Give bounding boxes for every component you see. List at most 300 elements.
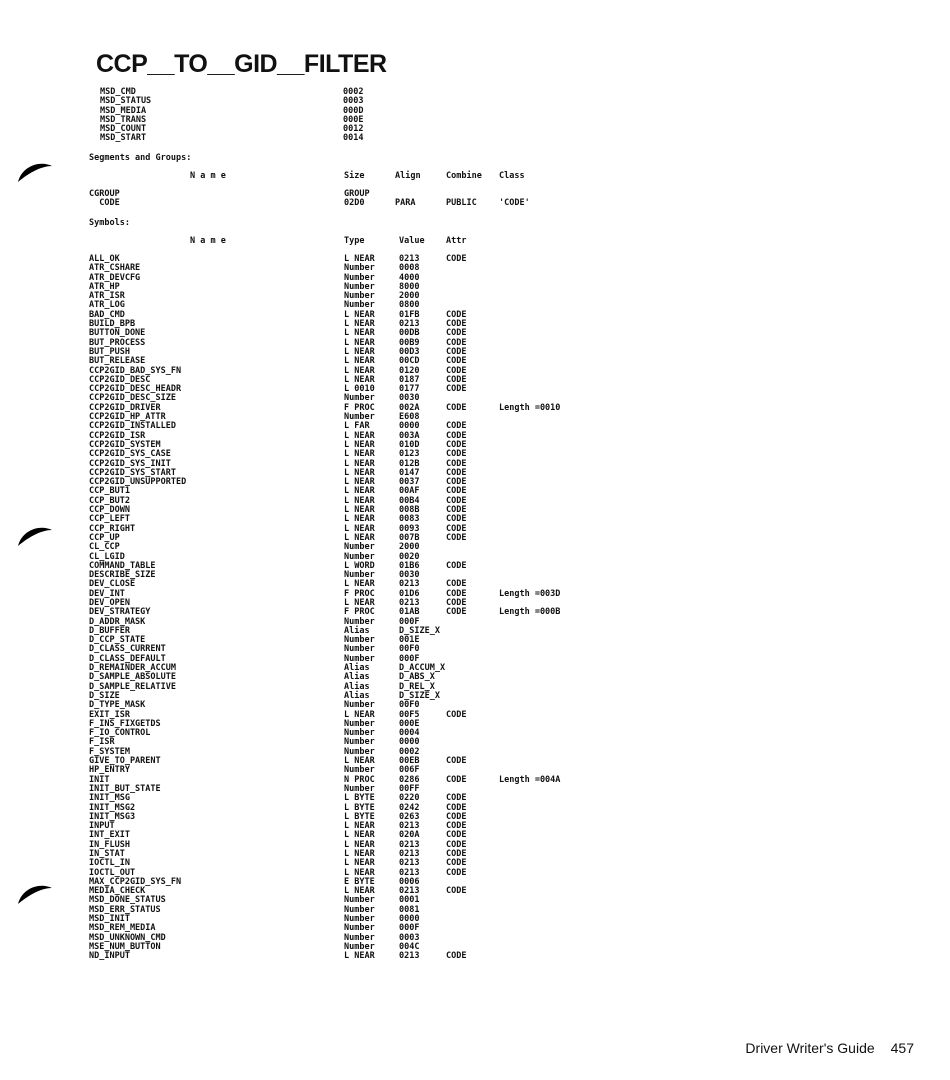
symbol-type: Number bbox=[344, 737, 375, 748]
symbol-type: Number bbox=[344, 932, 375, 943]
symbol-attr: CODE bbox=[446, 384, 467, 395]
symbol-value: 0286 bbox=[399, 774, 420, 785]
segments-header bbox=[89, 172, 569, 182]
symbol-attr: CODE bbox=[446, 830, 467, 841]
symbol-name: ATR_CSHARE bbox=[89, 263, 141, 274]
symbol-value: 00FF bbox=[399, 783, 420, 794]
symbol-type: Alias bbox=[344, 625, 370, 636]
symbol-value: 0004 bbox=[399, 728, 420, 739]
symbol-value: 0213 bbox=[399, 254, 420, 264]
symbol-value: 0242 bbox=[399, 802, 420, 813]
symbol-value: D_REL_X bbox=[399, 681, 435, 692]
symbol-name: D_REMAINDER_ACCUM bbox=[89, 663, 176, 674]
symbol-value: 00AF bbox=[399, 486, 420, 497]
symbol-value: 00B4 bbox=[399, 495, 420, 506]
symbol-name: BUT_PROCESS bbox=[89, 337, 146, 348]
constant-value: 0003 bbox=[343, 96, 364, 107]
symbol-value: 007B bbox=[399, 532, 420, 543]
symbol-value: 0006 bbox=[399, 876, 420, 887]
symbol-value: 020A bbox=[399, 830, 420, 841]
symbol-value: 012B bbox=[399, 458, 420, 469]
symbol-value: 0083 bbox=[399, 514, 420, 525]
symbol-value: 0008 bbox=[399, 263, 420, 274]
symbol-value: 00F0 bbox=[399, 700, 420, 711]
symbol-value: 000F bbox=[399, 653, 420, 664]
symbol-attr: CODE bbox=[446, 821, 467, 832]
symbol-type: F PROC bbox=[344, 402, 375, 413]
symbol-attr: CODE bbox=[446, 505, 467, 516]
symbol-name: DEV_INT bbox=[89, 588, 125, 599]
symbol-name: CCP2GID_INSTALLED bbox=[89, 421, 176, 432]
symbol-value: 2000 bbox=[399, 291, 420, 302]
symbol-attr: CODE bbox=[446, 709, 467, 720]
symbol-name: D_CLASS_DEFAULT bbox=[89, 653, 166, 664]
symbol-name: BAD_CMD bbox=[89, 309, 125, 320]
symbol-attr: CODE bbox=[446, 532, 467, 543]
symbol-type: L NEAR bbox=[344, 309, 375, 320]
symbol-name: INIT_MSG2 bbox=[89, 802, 136, 813]
segment-align: PARA bbox=[395, 198, 416, 209]
symbol-type: Number bbox=[344, 941, 375, 952]
symbol-type: L WORD bbox=[344, 560, 375, 571]
symbol-attr: CODE bbox=[446, 514, 467, 525]
symbol-type: Number bbox=[344, 700, 375, 711]
symbol-type: L NEAR bbox=[344, 458, 375, 469]
symbol-name: INT_EXIT bbox=[89, 830, 130, 841]
symbol-type: L NEAR bbox=[344, 830, 375, 841]
symbol-type: L NEAR bbox=[344, 356, 375, 367]
symbol-type: L FAR bbox=[344, 421, 370, 432]
symbols-header-name: N a m e bbox=[190, 236, 226, 246]
symbol-type: L NEAR bbox=[344, 839, 375, 850]
symbol-name: BUILD_BPB bbox=[89, 319, 136, 330]
symbol-name: CCP_BUT2 bbox=[89, 495, 130, 506]
binder-mark-top bbox=[16, 160, 54, 184]
symbol-type: Number bbox=[344, 728, 375, 739]
symbol-name: INIT_MSG3 bbox=[89, 811, 136, 822]
symbol-name: CCP2GID_SYS_INIT bbox=[89, 458, 171, 469]
symbol-value: 0213 bbox=[399, 839, 420, 850]
symbol-attr: CODE bbox=[446, 951, 467, 962]
symbol-attr: CODE bbox=[446, 858, 467, 869]
symbol-attr: CODE bbox=[446, 430, 467, 441]
symbol-value: 000F bbox=[399, 616, 420, 627]
symbol-value: 006F bbox=[399, 765, 420, 776]
symbol-value: 0120 bbox=[399, 365, 420, 376]
symbol-value: 0037 bbox=[399, 477, 420, 488]
symbol-attr: CODE bbox=[446, 849, 467, 859]
symbol-type: Number bbox=[344, 263, 375, 274]
symbol-name: CCP_RIGHT bbox=[89, 523, 136, 534]
constant-name: MSD_COUNT bbox=[100, 124, 147, 135]
symbol-name: IOCTL_IN bbox=[89, 858, 130, 869]
symbol-type: L NEAR bbox=[344, 254, 375, 264]
symbol-value: 004C bbox=[399, 941, 420, 952]
symbol-type: L NEAR bbox=[344, 439, 375, 450]
symbol-attr: CODE bbox=[446, 254, 467, 264]
symbol-type: L NEAR bbox=[344, 597, 375, 608]
symbol-attr: CODE bbox=[446, 523, 467, 534]
symbols-header-type: Type bbox=[344, 236, 365, 246]
symbol-name: D_CLASS_CURRENT bbox=[89, 644, 166, 655]
symbol-name: CCP2GID_DESC_HEADR bbox=[89, 384, 182, 395]
symbol-value: 0213 bbox=[399, 858, 420, 869]
symbol-attr: CODE bbox=[446, 356, 467, 367]
binder-mark-bottom bbox=[16, 882, 54, 906]
symbol-value: D_ACCUM_X bbox=[399, 663, 446, 674]
symbols-label: Symbols: bbox=[89, 218, 130, 228]
symbol-value: 002A bbox=[399, 402, 420, 413]
constant-value: 000E bbox=[343, 114, 364, 125]
symbol-attr: CODE bbox=[446, 346, 467, 357]
symbol-value: 00F5 bbox=[399, 709, 420, 720]
symbol-name: CCP_BUT1 bbox=[89, 486, 130, 497]
symbol-attr: CODE bbox=[446, 365, 467, 376]
symbol-extra: Length =004A bbox=[499, 774, 561, 785]
symbol-name: D_ADDR_MASK bbox=[89, 616, 146, 627]
segment-class: 'CODE' bbox=[499, 198, 530, 209]
symbol-type: L NEAR bbox=[344, 532, 375, 543]
symbol-type: Number bbox=[344, 272, 375, 283]
segments-label: Segments and Groups: bbox=[89, 153, 192, 163]
symbol-type: E BYTE bbox=[344, 876, 375, 887]
constant-value: 0002 bbox=[343, 87, 364, 97]
symbol-value: 0002 bbox=[399, 746, 420, 757]
symbols-table bbox=[89, 255, 609, 962]
symbol-type: L BYTE bbox=[344, 802, 375, 813]
symbols-header-attr: Attr bbox=[446, 236, 467, 246]
symbol-name: CCP2GID_DRIVER bbox=[89, 402, 161, 413]
symbol-attr: CODE bbox=[446, 886, 467, 897]
symbol-attr: CODE bbox=[446, 588, 467, 599]
symbol-name: CCP_UP bbox=[89, 532, 120, 543]
symbol-name: MSE_NUM_BUTTON bbox=[89, 941, 161, 952]
symbol-value: 01AB bbox=[399, 607, 420, 618]
symbol-attr: CODE bbox=[446, 421, 467, 432]
symbol-type: L NEAR bbox=[344, 709, 375, 720]
msd-constant-row bbox=[100, 134, 400, 143]
symbol-attr: CODE bbox=[446, 337, 467, 348]
symbol-name: F_IO_CONTROL bbox=[89, 728, 151, 739]
symbol-type: Number bbox=[344, 281, 375, 292]
symbol-value: 0213 bbox=[399, 886, 420, 897]
symbol-name: BUT_RELEASE bbox=[89, 356, 146, 367]
symbol-value: 000F bbox=[399, 923, 420, 934]
symbol-type: Number bbox=[344, 644, 375, 655]
symbol-type: L 0010 bbox=[344, 384, 375, 395]
symbol-name: CL_CCP bbox=[89, 542, 120, 553]
symbol-value: 0177 bbox=[399, 384, 420, 395]
symbol-attr: CODE bbox=[446, 560, 467, 571]
symbol-value: 008B bbox=[399, 505, 420, 516]
segments-header-size: Size bbox=[344, 171, 365, 181]
symbol-name: CL_LGID bbox=[89, 551, 125, 562]
symbol-name: GIVE_TO_PARENT bbox=[89, 756, 161, 767]
symbol-name: HP_ENTRY bbox=[89, 765, 130, 776]
symbol-attr: CODE bbox=[446, 402, 467, 413]
symbol-type: Number bbox=[344, 291, 375, 302]
symbol-value: 0213 bbox=[399, 849, 420, 859]
symbol-type: L NEAR bbox=[344, 337, 375, 348]
symbol-type: Alias bbox=[344, 663, 370, 674]
symbol-type: L NEAR bbox=[344, 467, 375, 478]
symbol-name: ND_INPUT bbox=[89, 951, 130, 962]
symbol-value: 0263 bbox=[399, 811, 420, 822]
symbol-value: 2000 bbox=[399, 542, 420, 553]
symbol-type: L NEAR bbox=[344, 858, 375, 869]
symbol-name: D_CCP_STATE bbox=[89, 635, 146, 646]
symbol-value: 0093 bbox=[399, 523, 420, 534]
symbol-value: 0147 bbox=[399, 467, 420, 478]
symbols-header bbox=[89, 237, 569, 247]
page-number: 457 bbox=[890, 1040, 914, 1056]
symbol-attr: CODE bbox=[446, 802, 467, 813]
symbol-type: L NEAR bbox=[344, 523, 375, 534]
symbol-value: 0213 bbox=[399, 319, 420, 330]
symbol-type: F PROC bbox=[344, 607, 375, 618]
symbol-value: 0220 bbox=[399, 793, 420, 804]
symbol-type: L NEAR bbox=[344, 495, 375, 506]
symbol-type: L NEAR bbox=[344, 756, 375, 767]
symbol-name: IOCTL_OUT bbox=[89, 867, 136, 878]
symbol-type: Number bbox=[344, 653, 375, 664]
symbol-name: MAX_CCP2GID_SYS_FN bbox=[89, 876, 182, 887]
symbol-attr: CODE bbox=[446, 449, 467, 460]
symbol-value: E608 bbox=[399, 412, 420, 423]
symbol-name: DEV_OPEN bbox=[89, 597, 130, 608]
constant-name: MSD_CMD bbox=[100, 87, 136, 97]
symbol-name: INIT_BUT_STATE bbox=[89, 783, 161, 794]
symbol-name: DESCRIBE_SIZE bbox=[89, 570, 156, 581]
segments-header-class: Class bbox=[499, 171, 525, 181]
segment-name: CODE bbox=[89, 198, 120, 209]
symbol-name: DEV_STRATEGY bbox=[89, 607, 151, 618]
symbol-name: CCP2GID_DESC_SIZE bbox=[89, 393, 176, 404]
symbol-attr: CODE bbox=[446, 839, 467, 850]
symbol-name: BUT_PUSH bbox=[89, 346, 130, 357]
symbol-name: F_INS_FIXGETDS bbox=[89, 718, 161, 729]
symbol-name: CCP2GID_BAD_SYS_FN bbox=[89, 365, 182, 376]
symbol-type: L NEAR bbox=[344, 514, 375, 525]
symbol-value: 0187 bbox=[399, 374, 420, 385]
symbol-name: CCP_DOWN bbox=[89, 505, 130, 516]
symbol-name: CCP2GID_UNSUPPORTED bbox=[89, 477, 187, 488]
symbol-name: EXIT_ISR bbox=[89, 709, 130, 720]
constant-value: 0012 bbox=[343, 124, 364, 135]
segment-size: 02D0 bbox=[344, 198, 365, 209]
symbol-value: 00CD bbox=[399, 356, 420, 367]
symbol-type: Alias bbox=[344, 672, 370, 683]
symbol-type: L NEAR bbox=[344, 374, 375, 385]
symbol-name: D_SAMPLE_ABSOLUTE bbox=[89, 672, 176, 683]
segment-row bbox=[89, 190, 569, 199]
segment-size: GROUP bbox=[344, 189, 370, 199]
symbol-value: 0123 bbox=[399, 449, 420, 460]
symbol-type: L NEAR bbox=[344, 867, 375, 878]
symbol-name: CCP2GID_SYSTEM bbox=[89, 439, 161, 450]
symbol-attr: CODE bbox=[446, 439, 467, 450]
symbol-type: N PROC bbox=[344, 774, 375, 785]
symbol-type: L NEAR bbox=[344, 346, 375, 357]
symbol-attr: CODE bbox=[446, 458, 467, 469]
symbol-name: MSD_ERR_STATUS bbox=[89, 904, 161, 915]
symbol-value: 01FB bbox=[399, 309, 420, 320]
symbol-type: L NEAR bbox=[344, 328, 375, 339]
symbol-attr: CODE bbox=[446, 309, 467, 320]
symbol-value: 0003 bbox=[399, 932, 420, 943]
symbol-row bbox=[89, 952, 609, 961]
symbol-type: Number bbox=[344, 551, 375, 562]
symbol-name: MSD_INIT bbox=[89, 914, 130, 925]
symbol-value: 0000 bbox=[399, 737, 420, 748]
symbol-name: D_TYPE_MASK bbox=[89, 700, 146, 711]
symbol-value: D_SIZE_X bbox=[399, 690, 440, 701]
symbol-name: CCP_LEFT bbox=[89, 514, 130, 525]
symbol-type: L NEAR bbox=[344, 449, 375, 460]
constant-name: MSD_TRANS bbox=[100, 114, 147, 125]
symbol-name: ATR_ISR bbox=[89, 291, 125, 302]
symbol-type: Number bbox=[344, 914, 375, 925]
msd-constants-list bbox=[100, 88, 400, 144]
symbol-value: 00D3 bbox=[399, 346, 420, 357]
symbol-name: CCP2GID_SYS_CASE bbox=[89, 449, 171, 460]
symbol-type: Alias bbox=[344, 690, 370, 701]
symbol-value: 00EB bbox=[399, 756, 420, 767]
symbol-type: L BYTE bbox=[344, 793, 375, 804]
symbol-value: 8000 bbox=[399, 281, 420, 292]
symbol-value: 00DB bbox=[399, 328, 420, 339]
symbol-name: INPUT bbox=[89, 821, 115, 832]
symbol-value: 0000 bbox=[399, 914, 420, 925]
symbol-name: INIT_MSG bbox=[89, 793, 130, 804]
symbol-type: L NEAR bbox=[344, 430, 375, 441]
symbol-type: Number bbox=[344, 904, 375, 915]
symbol-name: ALL_OK bbox=[89, 254, 120, 264]
symbol-type: Number bbox=[344, 923, 375, 934]
segments-header-combine: Combine bbox=[446, 171, 482, 181]
symbol-attr: CODE bbox=[446, 467, 467, 478]
constant-value: 0014 bbox=[343, 133, 364, 144]
symbol-attr: CODE bbox=[446, 811, 467, 822]
symbol-value: 0081 bbox=[399, 904, 420, 915]
symbol-attr: CODE bbox=[446, 607, 467, 618]
symbol-name: CCP2GID_SYS_START bbox=[89, 467, 176, 478]
symbol-name: IN_STAT bbox=[89, 849, 125, 859]
symbol-name: F_SYSTEM bbox=[89, 746, 130, 757]
symbol-name: MSD_UNKNOWN_CMD bbox=[89, 932, 166, 943]
segments-table bbox=[89, 190, 569, 209]
symbol-type: Number bbox=[344, 718, 375, 729]
segments-header-name: N a m e bbox=[190, 171, 226, 181]
symbol-type: Alias bbox=[344, 681, 370, 692]
symbol-value: 0030 bbox=[399, 393, 420, 404]
symbol-name: MEDIA_CHECK bbox=[89, 886, 146, 897]
constant-name: MSD_MEDIA bbox=[100, 105, 147, 116]
symbol-name: MSD_REM_MEDIA bbox=[89, 923, 156, 934]
symbol-name: F_ISR bbox=[89, 737, 115, 748]
symbol-name: CCP2GID_DESC bbox=[89, 374, 151, 385]
symbol-attr: CODE bbox=[446, 867, 467, 878]
symbol-type: Number bbox=[344, 542, 375, 553]
symbol-type: L NEAR bbox=[344, 821, 375, 832]
symbol-type: L NEAR bbox=[344, 505, 375, 516]
symbol-value: 0213 bbox=[399, 821, 420, 832]
symbol-value: 01B6 bbox=[399, 560, 420, 571]
symbol-value: 0020 bbox=[399, 551, 420, 562]
symbol-value: 0030 bbox=[399, 570, 420, 581]
symbol-value: 4000 bbox=[399, 272, 420, 283]
symbol-type: F PROC bbox=[344, 588, 375, 599]
symbol-name: INIT bbox=[89, 774, 110, 785]
segment-row bbox=[89, 199, 569, 208]
constant-value: 000D bbox=[343, 105, 364, 116]
symbol-type: Number bbox=[344, 783, 375, 794]
symbol-value: 000E bbox=[399, 718, 420, 729]
symbol-type: Number bbox=[344, 393, 375, 404]
symbol-name: D_SIZE bbox=[89, 690, 120, 701]
segments-header-align: Align bbox=[395, 171, 421, 181]
symbol-value: 001E bbox=[399, 635, 420, 646]
symbol-name: MSD_DONE_STATUS bbox=[89, 895, 166, 906]
symbol-name: ATR_HP bbox=[89, 281, 120, 292]
symbol-extra: Length =003D bbox=[499, 588, 561, 599]
symbol-value: 0001 bbox=[399, 895, 420, 906]
symbol-extra: Length =0010 bbox=[499, 402, 561, 413]
symbol-extra: Length =000B bbox=[499, 607, 561, 618]
symbol-type: L NEAR bbox=[344, 579, 375, 590]
symbol-attr: CODE bbox=[446, 477, 467, 488]
symbol-type: L NEAR bbox=[344, 365, 375, 376]
symbol-type: L NEAR bbox=[344, 477, 375, 488]
symbol-type: L NEAR bbox=[344, 319, 375, 330]
symbol-value: D_ABS_X bbox=[399, 672, 435, 683]
symbol-attr: CODE bbox=[446, 756, 467, 767]
symbol-name: BUTTON_DONE bbox=[89, 328, 146, 339]
symbol-attr: CODE bbox=[446, 495, 467, 506]
symbol-type: L NEAR bbox=[344, 886, 375, 897]
symbol-attr: CODE bbox=[446, 793, 467, 804]
symbol-name: ATR_DEVCFG bbox=[89, 272, 141, 283]
symbol-value: D_SIZE_X bbox=[399, 625, 440, 636]
binder-mark-middle bbox=[16, 524, 54, 548]
symbol-name: DEV_CLOSE bbox=[89, 579, 136, 590]
symbol-name: D_BUFFER bbox=[89, 625, 130, 636]
symbols-header-value: Value bbox=[399, 236, 425, 246]
symbol-value: 003A bbox=[399, 430, 420, 441]
symbol-attr: CODE bbox=[446, 774, 467, 785]
symbol-type: Number bbox=[344, 412, 375, 423]
symbol-type: L BYTE bbox=[344, 811, 375, 822]
symbol-value: 00F0 bbox=[399, 644, 420, 655]
symbol-value: 00B9 bbox=[399, 337, 420, 348]
symbol-type: L NEAR bbox=[344, 951, 375, 962]
symbol-value: 0213 bbox=[399, 597, 420, 608]
symbol-type: Number bbox=[344, 746, 375, 757]
symbol-type: L NEAR bbox=[344, 486, 375, 497]
symbol-value: 01D6 bbox=[399, 588, 420, 599]
symbol-type: Number bbox=[344, 765, 375, 776]
symbol-type: Number bbox=[344, 570, 375, 581]
symbol-value: 0213 bbox=[399, 867, 420, 878]
symbol-attr: CODE bbox=[446, 319, 467, 330]
constant-name: MSD_START bbox=[100, 133, 147, 144]
footer-book-title: Driver Writer's Guide bbox=[745, 1040, 875, 1056]
symbol-name: CCP2GID_HP_ATTR bbox=[89, 412, 166, 423]
symbol-name: COMMAND_TABLE bbox=[89, 560, 156, 571]
symbol-name: IN_FLUSH bbox=[89, 839, 130, 850]
symbol-type: Number bbox=[344, 635, 375, 646]
symbol-value: 0213 bbox=[399, 579, 420, 590]
